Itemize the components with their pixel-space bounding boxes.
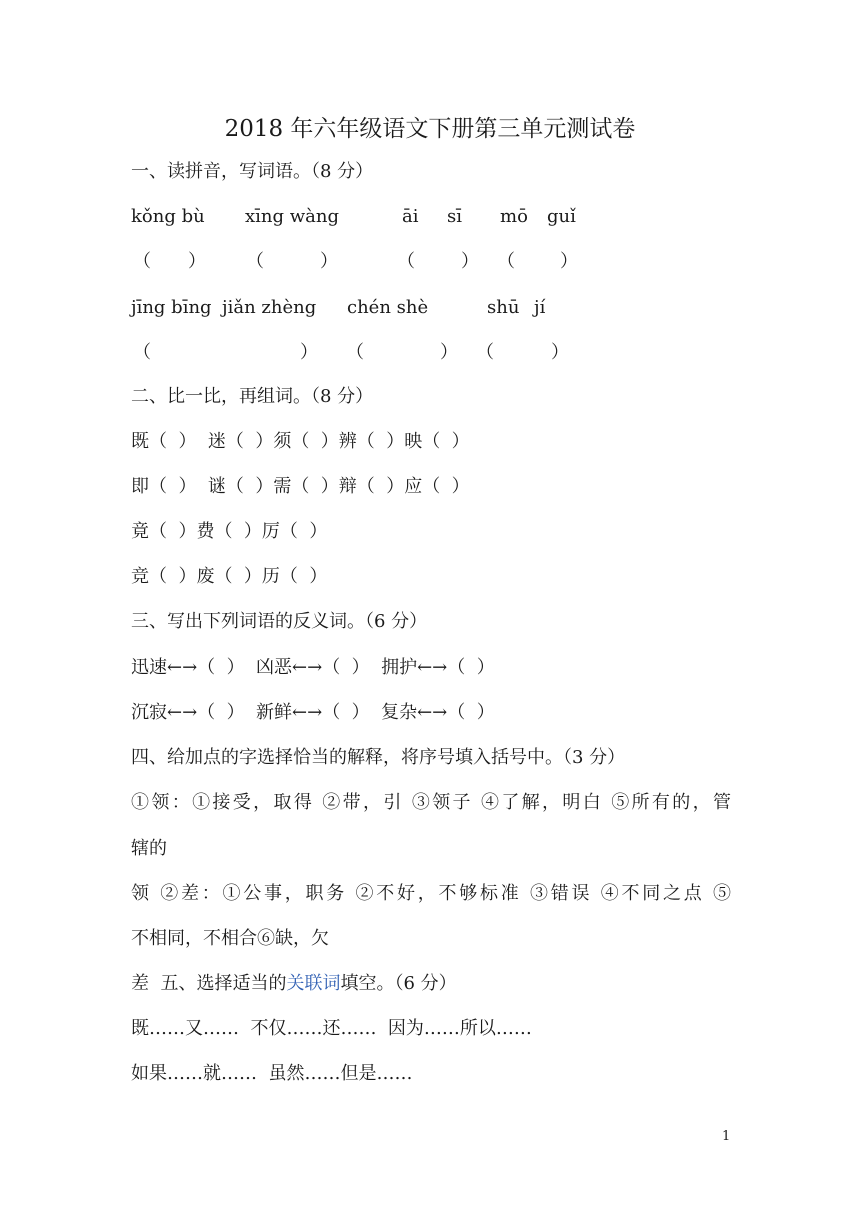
close-bracket: ） bbox=[560, 251, 578, 272]
close-bracket: ） bbox=[461, 251, 479, 272]
word-group-line: 竞（ ）废（ ）历（ ） bbox=[131, 566, 328, 587]
section-5-heading bbox=[131, 971, 731, 997]
section-5-prefix: 差 五、选择适当的 bbox=[131, 973, 287, 994]
open-bracket: （ bbox=[133, 251, 151, 272]
open-bracket: （ bbox=[246, 251, 264, 272]
open-bracket: （ bbox=[476, 342, 494, 363]
conjunction-options-line: 既……又…… 不仅……还…… 因为……所以…… bbox=[131, 1018, 532, 1039]
pinyin: sī bbox=[447, 206, 462, 227]
antonym-line: 迅速←→（ ） 凶恶←→（ ） 拥护←→（ ） bbox=[131, 657, 495, 678]
close-bracket: ） bbox=[320, 251, 338, 272]
section-2-heading: 二、比一比，再组词。（8 分） bbox=[131, 386, 374, 407]
pinyin: jīng bīng bbox=[131, 297, 212, 318]
section-4-heading: 四、给加点的字选择恰当的解释，将序号填入括号中。（3 分） bbox=[131, 747, 626, 768]
pinyin: jí bbox=[534, 297, 546, 318]
section-1-heading: 一、读拼音，写词语。（8 分） bbox=[131, 161, 374, 182]
word-group-line: 竟（ ）费（ ）厉（ ） bbox=[131, 521, 328, 542]
pinyin: guǐ bbox=[547, 206, 576, 227]
pinyin: xīng wàng bbox=[245, 206, 339, 227]
definition-line: 领 ②差：①公事，职务 ②不好，不够标准 ③错误 ④不同之点 ⑤ bbox=[131, 883, 731, 904]
pinyin: mō bbox=[500, 206, 528, 227]
close-bracket: ） bbox=[188, 251, 206, 272]
word-group-line: 既（ ） 迷（ ）须（ ）辨（ ）映（ ） bbox=[131, 431, 470, 452]
close-bracket: ） bbox=[440, 342, 458, 363]
pinyin: chén shè bbox=[347, 297, 429, 318]
section-3-heading: 三、写出下列词语的反义词。（6 分） bbox=[131, 611, 428, 632]
pinyin: shū bbox=[487, 297, 520, 318]
page-title: 2018 年六年级语文下册第三单元测试卷 bbox=[224, 116, 636, 142]
close-bracket: ） bbox=[551, 342, 569, 363]
open-bracket: （ bbox=[133, 342, 151, 363]
pinyin: jiǎn zhèng bbox=[222, 297, 317, 318]
pinyin: āi bbox=[402, 206, 419, 227]
page-number: 1 bbox=[722, 1129, 731, 1144]
antonym-line: 沉寂←→（ ） 新鲜←→（ ） 复杂←→（ ） bbox=[131, 702, 495, 723]
definition-line: 不相同，不相合⑥缺，欠 bbox=[131, 928, 329, 949]
open-bracket: （ bbox=[346, 342, 364, 363]
open-bracket: （ bbox=[397, 251, 415, 272]
section-5-suffix: 填空。（6 分） bbox=[340, 973, 457, 994]
close-bracket: ） bbox=[300, 342, 318, 363]
conjunction-link[interactable]: 关联词 bbox=[286, 973, 341, 994]
open-bracket: （ bbox=[497, 251, 515, 272]
word-group-line: 即（ ） 谜（ ）需（ ）辩（ ）应（ ） bbox=[131, 476, 470, 497]
definition-line: ①领：①接受，取得 ②带，引 ③领子 ④了解，明白 ⑤所有的，管 bbox=[131, 792, 731, 813]
conjunction-options-line: 如果……就…… 虽然……但是…… bbox=[131, 1063, 413, 1084]
pinyin: kǒng bù bbox=[131, 206, 205, 227]
definition-line: 辖的 bbox=[131, 838, 167, 859]
